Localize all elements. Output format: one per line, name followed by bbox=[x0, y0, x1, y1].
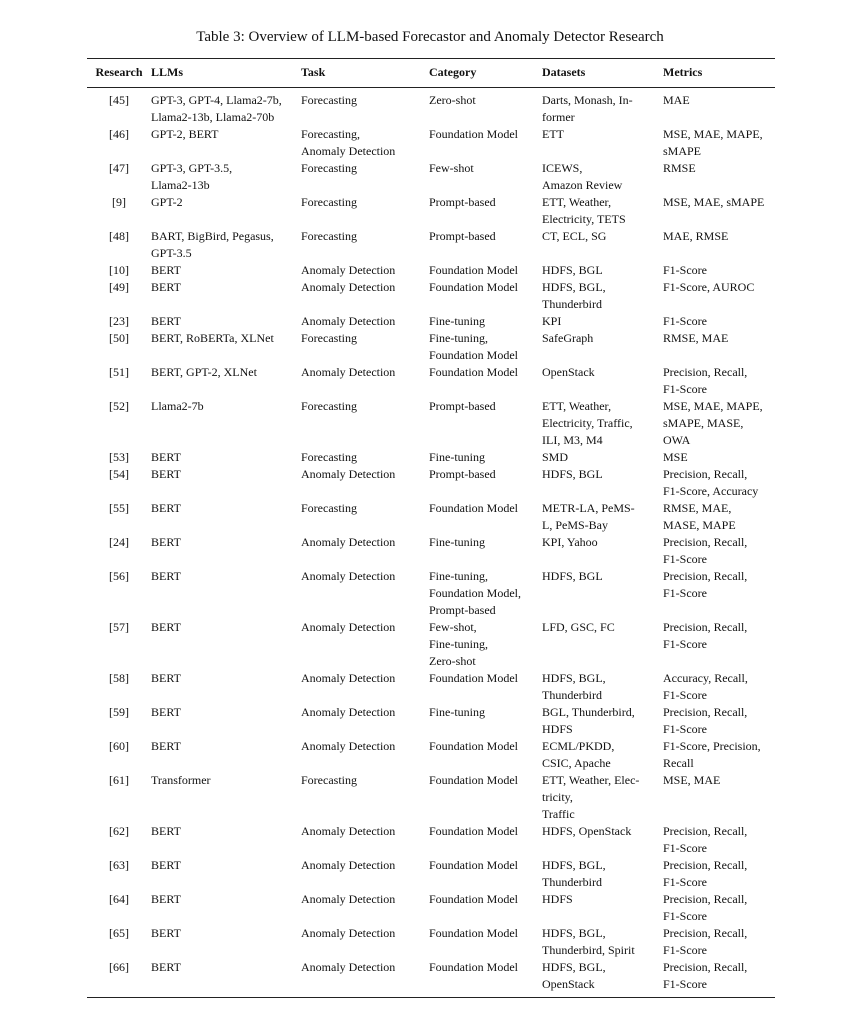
cell-llms: BERT bbox=[151, 535, 181, 549]
cell-category: Prompt-based bbox=[429, 399, 496, 413]
cell-task: Forecasting bbox=[301, 399, 357, 413]
cell-metrics: Precision, Recall, F1-Score bbox=[663, 535, 748, 566]
table-body bbox=[87, 88, 775, 998]
header-task: Task bbox=[301, 59, 429, 88]
cell-datasets: HDFS, BGL, Thunderbird bbox=[542, 280, 606, 311]
cell-metrics: MAE bbox=[663, 93, 690, 107]
cell-llms: BART, BigBird, Pegasus, GPT-3.5 bbox=[151, 229, 274, 260]
cell-category: Foundation Model bbox=[429, 824, 518, 838]
cell-task: Anomaly Detection bbox=[301, 263, 396, 277]
cell-metrics: RMSE, MAE bbox=[663, 331, 729, 345]
table-header-row bbox=[87, 59, 775, 88]
table-row bbox=[87, 466, 775, 500]
table-row bbox=[87, 160, 775, 194]
cell-metrics: F1-Score, Precision, Recall bbox=[663, 739, 761, 770]
cell-datasets: ICEWS, Amazon Review bbox=[542, 161, 623, 192]
cell-metrics: MSE, MAE, sMAPE bbox=[663, 195, 765, 209]
cell-datasets: BGL, Thunderbird, HDFS bbox=[542, 705, 635, 736]
cell-task: Forecasting bbox=[301, 161, 357, 175]
cell-research-ref: [57] bbox=[109, 620, 129, 634]
cell-datasets: HDFS, BGL, Thunderbird, Spirit bbox=[542, 926, 635, 957]
cell-research-ref: [64] bbox=[109, 892, 129, 906]
cell-task: Anomaly Detection bbox=[301, 314, 396, 328]
cell-category: Foundation Model bbox=[429, 127, 518, 141]
table-row bbox=[87, 959, 775, 998]
cell-category: Fine-tuning bbox=[429, 450, 485, 464]
cell-research-ref: [60] bbox=[109, 739, 129, 753]
cell-metrics: MAE, RMSE bbox=[663, 229, 729, 243]
cell-datasets: CT, ECL, SG bbox=[542, 229, 607, 243]
table-row bbox=[87, 313, 775, 330]
cell-research-ref: [53] bbox=[109, 450, 129, 464]
cell-datasets: SMD bbox=[542, 450, 569, 464]
cell-research-ref: [48] bbox=[109, 229, 129, 243]
cell-datasets: HDFS, BGL, Thunderbird bbox=[542, 858, 606, 889]
cell-task: Forecasting bbox=[301, 93, 357, 107]
cell-category: Few-shot bbox=[429, 161, 474, 175]
cell-task: Anomaly Detection bbox=[301, 569, 396, 583]
cell-research-ref: [23] bbox=[109, 314, 129, 328]
cell-llms: BERT bbox=[151, 280, 181, 294]
cell-llms: GPT-3, GPT-3.5, Llama2-13b bbox=[151, 161, 233, 192]
cell-task: Anomaly Detection bbox=[301, 671, 396, 685]
table-row bbox=[87, 330, 775, 364]
cell-category: Foundation Model bbox=[429, 501, 518, 515]
cell-task: Anomaly Detection bbox=[301, 739, 396, 753]
cell-metrics: Precision, Recall, F1-Score bbox=[663, 926, 748, 957]
cell-llms: GPT-3, GPT-4, Llama2-7b, Llama2-13b, Llama2-70b bbox=[151, 93, 282, 124]
cell-metrics: Precision, Recall, F1-Score bbox=[663, 959, 775, 998]
cell-datasets: ETT, Weather, Elec- tricity, Traffic bbox=[542, 773, 640, 821]
cell-research-ref: [47] bbox=[109, 161, 129, 175]
table-row bbox=[87, 925, 775, 959]
table-row bbox=[87, 619, 775, 670]
cell-metrics: MSE, MAE bbox=[663, 773, 721, 787]
cell-task: Anomaly Detection bbox=[301, 858, 396, 872]
cell-llms: BERT bbox=[151, 263, 181, 277]
cell-category: Foundation Model bbox=[429, 773, 518, 787]
cell-research-ref: [62] bbox=[109, 824, 129, 838]
cell-datasets: LFD, GSC, FC bbox=[542, 620, 615, 634]
cell-metrics: F1-Score bbox=[663, 314, 707, 328]
cell-metrics: Precision, Recall, F1-Score bbox=[663, 892, 748, 923]
cell-datasets: SafeGraph bbox=[542, 331, 594, 345]
cell-task: Anomaly Detection bbox=[301, 535, 396, 549]
cell-research-ref: [61] bbox=[109, 773, 129, 787]
cell-category: Fine-tuning, Foundation Model bbox=[429, 331, 518, 362]
cell-category: Foundation Model bbox=[429, 280, 518, 294]
cell-task: Anomaly Detection bbox=[301, 620, 396, 634]
cell-metrics: Accuracy, Recall, F1-Score bbox=[663, 671, 748, 702]
cell-metrics: Precision, Recall, F1-Score bbox=[663, 569, 748, 600]
cell-datasets: HDFS, OpenStack bbox=[542, 824, 632, 838]
cell-task: Forecasting bbox=[301, 501, 357, 515]
cell-metrics: Precision, Recall, F1-Score, Accuracy bbox=[663, 467, 759, 498]
cell-task: Forecasting bbox=[301, 773, 357, 787]
cell-metrics: Precision, Recall, F1-Score bbox=[663, 365, 748, 396]
cell-metrics: MSE, MAE, MAPE, sMAPE bbox=[663, 127, 763, 158]
cell-llms: BERT bbox=[151, 467, 181, 481]
cell-task: Forecasting bbox=[301, 331, 357, 345]
table-row bbox=[87, 126, 775, 160]
cell-llms: GPT-2, BERT bbox=[151, 127, 219, 141]
table-row bbox=[87, 891, 775, 925]
cell-research-ref: [66] bbox=[87, 959, 151, 998]
cell-research-ref: [58] bbox=[109, 671, 129, 685]
cell-datasets: HDFS, BGL bbox=[542, 467, 603, 481]
cell-metrics: Precision, Recall, F1-Score bbox=[663, 858, 748, 889]
cell-category: Fine-tuning bbox=[429, 705, 485, 719]
cell-llms: BERT bbox=[151, 824, 181, 838]
table-row bbox=[87, 857, 775, 891]
cell-research-ref: [59] bbox=[109, 705, 129, 719]
cell-datasets: HDFS, BGL bbox=[542, 263, 603, 277]
table-row bbox=[87, 568, 775, 619]
cell-datasets: HDFS, BGL bbox=[542, 569, 603, 583]
cell-category: Zero-shot bbox=[429, 93, 476, 107]
header-datasets: Datasets bbox=[542, 59, 663, 88]
cell-task: Forecasting, Anomaly Detection bbox=[301, 127, 396, 158]
cell-llms: BERT, GPT-2, XLNet bbox=[151, 365, 257, 379]
cell-metrics: MSE bbox=[663, 450, 688, 464]
cell-datasets: OpenStack bbox=[542, 365, 595, 379]
cell-datasets: METR-LA, PeMS- L, PeMS-Bay bbox=[542, 501, 635, 532]
cell-task: Anomaly Detection bbox=[301, 926, 396, 940]
table-row bbox=[87, 449, 775, 466]
cell-datasets: ECML/PKDD, CSIC, Apache bbox=[542, 739, 615, 770]
cell-datasets: HDFS bbox=[542, 892, 573, 906]
table-row bbox=[87, 262, 775, 279]
cell-llms: BERT bbox=[151, 671, 181, 685]
cell-task: Anomaly Detection bbox=[301, 959, 429, 998]
cell-task: Forecasting bbox=[301, 229, 357, 243]
cell-category: Foundation Model bbox=[429, 263, 518, 277]
cell-task: Forecasting bbox=[301, 195, 357, 209]
cell-datasets: KPI, Yahoo bbox=[542, 535, 598, 549]
cell-task: Anomaly Detection bbox=[301, 892, 396, 906]
cell-task: Anomaly Detection bbox=[301, 824, 396, 838]
cell-llms: BERT bbox=[151, 705, 181, 719]
cell-llms: BERT bbox=[151, 620, 181, 634]
cell-category: Fine-tuning, Foundation Model, Prompt-based bbox=[429, 569, 521, 617]
cell-category: Prompt-based bbox=[429, 229, 496, 243]
cell-llms: BERT bbox=[151, 739, 181, 753]
cell-llms: BERT, RoBERTa, XLNet bbox=[151, 331, 274, 345]
table-row bbox=[87, 738, 775, 772]
cell-research-ref: [55] bbox=[109, 501, 129, 515]
cell-metrics: MSE, MAE, MAPE, sMAPE, MASE, OWA bbox=[663, 399, 763, 447]
cell-category: Foundation Model bbox=[429, 739, 518, 753]
cell-metrics: Precision, Recall, F1-Score bbox=[663, 824, 748, 855]
cell-metrics: Precision, Recall, F1-Score bbox=[663, 620, 748, 651]
table-row bbox=[87, 704, 775, 738]
cell-task: Anomaly Detection bbox=[301, 365, 396, 379]
cell-research-ref: [56] bbox=[109, 569, 129, 583]
cell-metrics: F1-Score, AUROC bbox=[663, 280, 755, 294]
table-caption: Table 3: Overview of LLM-based Forecastor and Anomaly Detector Research bbox=[196, 29, 664, 45]
cell-category: Foundation Model bbox=[429, 959, 542, 998]
table-row bbox=[87, 670, 775, 704]
header-category: Category bbox=[429, 59, 542, 88]
cell-category: Foundation Model bbox=[429, 365, 518, 379]
cell-task: Anomaly Detection bbox=[301, 280, 396, 294]
cell-category: Few-shot, Fine-tuning, Zero-shot bbox=[429, 620, 488, 668]
table-row bbox=[87, 194, 775, 228]
cell-research-ref: [50] bbox=[109, 331, 129, 345]
cell-research-ref: [24] bbox=[109, 535, 129, 549]
cell-category: Prompt-based bbox=[429, 467, 496, 481]
cell-datasets: HDFS, BGL, OpenStack bbox=[542, 959, 663, 998]
cell-category: Fine-tuning bbox=[429, 535, 485, 549]
table-row bbox=[87, 228, 775, 262]
cell-llms: BERT bbox=[151, 501, 181, 515]
cell-category: Foundation Model bbox=[429, 671, 518, 685]
cell-research-ref: [52] bbox=[109, 399, 129, 413]
cell-research-ref: [51] bbox=[109, 365, 129, 379]
cell-datasets: ETT bbox=[542, 127, 564, 141]
cell-datasets: ETT, Weather, Electricity, Traffic, ILI, M3, M4 bbox=[542, 399, 633, 447]
cell-datasets: HDFS, BGL, Thunderbird bbox=[542, 671, 606, 702]
cell-metrics: RMSE bbox=[663, 161, 696, 175]
header-llms: LLMs bbox=[151, 59, 301, 88]
cell-llms: BERT bbox=[151, 959, 301, 998]
table-row bbox=[87, 534, 775, 568]
cell-llms: BERT bbox=[151, 569, 181, 583]
table-row bbox=[87, 500, 775, 534]
cell-llms: BERT bbox=[151, 892, 181, 906]
cell-metrics: F1-Score bbox=[663, 263, 707, 277]
cell-research-ref: [54] bbox=[109, 467, 129, 481]
cell-datasets: Darts, Monash, In- former bbox=[542, 93, 633, 124]
cell-llms: BERT bbox=[151, 858, 181, 872]
cell-llms: BERT bbox=[151, 926, 181, 940]
cell-datasets: ETT, Weather, Electricity, TETS bbox=[542, 195, 626, 226]
cell-category: Foundation Model bbox=[429, 858, 518, 872]
cell-llms: GPT-2 bbox=[151, 195, 183, 209]
cell-research-ref: [63] bbox=[109, 858, 129, 872]
table-row bbox=[87, 772, 775, 823]
cell-llms: Transformer bbox=[151, 773, 211, 787]
header-metrics: Metrics bbox=[663, 59, 775, 88]
cell-research-ref: [9] bbox=[112, 195, 126, 209]
cell-research-ref: [45] bbox=[109, 93, 129, 107]
cell-metrics: Precision, Recall, F1-Score bbox=[663, 705, 748, 736]
cell-task: Forecasting bbox=[301, 450, 357, 464]
cell-llms: Llama2-7b bbox=[151, 399, 204, 413]
cell-task: Anomaly Detection bbox=[301, 467, 396, 481]
cell-llms: BERT bbox=[151, 314, 181, 328]
cell-llms: BERT bbox=[151, 450, 181, 464]
cell-research-ref: [49] bbox=[109, 280, 129, 294]
table-row bbox=[87, 88, 775, 127]
table-row bbox=[87, 823, 775, 857]
cell-category: Prompt-based bbox=[429, 195, 496, 209]
header-research: Research bbox=[87, 59, 151, 88]
cell-research-ref: [65] bbox=[109, 926, 129, 940]
table-row bbox=[87, 398, 775, 449]
research-overview-table bbox=[87, 58, 775, 998]
cell-category: Foundation Model bbox=[429, 892, 518, 906]
cell-research-ref: [46] bbox=[109, 127, 129, 141]
cell-task: Anomaly Detection bbox=[301, 705, 396, 719]
table-row bbox=[87, 364, 775, 398]
cell-datasets: KPI bbox=[542, 314, 562, 328]
cell-category: Fine-tuning bbox=[429, 314, 485, 328]
cell-metrics: RMSE, MAE, MASE, MAPE bbox=[663, 501, 736, 532]
cell-category: Foundation Model bbox=[429, 926, 518, 940]
table-row bbox=[87, 279, 775, 313]
cell-research-ref: [10] bbox=[109, 263, 129, 277]
